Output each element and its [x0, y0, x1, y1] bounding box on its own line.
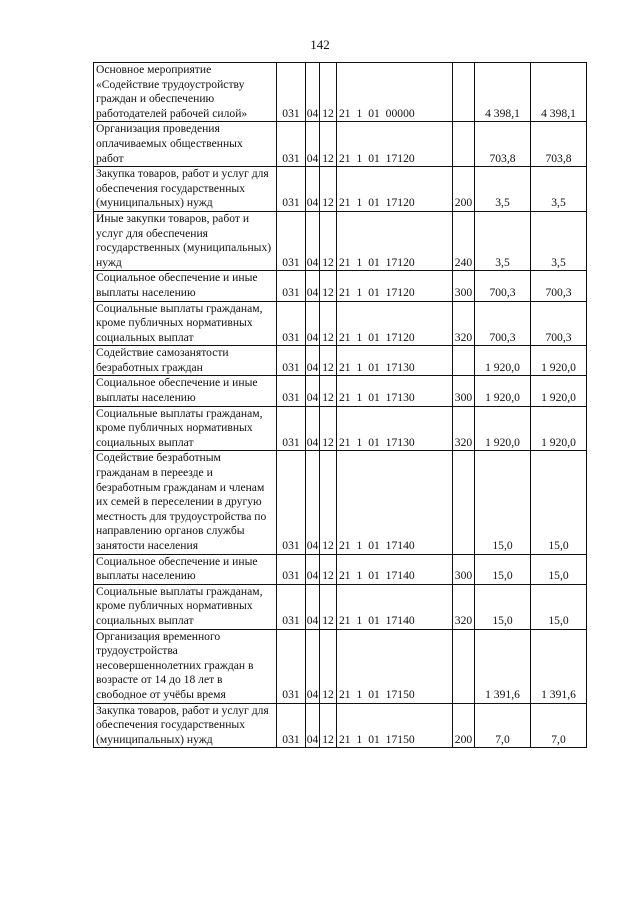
row-grbs-code: 031 — [277, 63, 306, 122]
table-row — [94, 211, 587, 270]
row-expense-type-code: 200 — [453, 703, 475, 748]
row-target-article-code: 21 1 01 17150 — [337, 629, 453, 703]
row-amount-year2: 1 391,6 — [531, 629, 587, 703]
row-expense-type-code — [453, 629, 475, 703]
row-subsection-code: 12 — [320, 629, 337, 703]
row-target-article-code: 21 1 01 17130 — [337, 346, 453, 376]
row-name: Иные закупки товаров, работ и услуг для обеспечения государственных (муниципальных) нужд — [94, 211, 277, 270]
table-row — [94, 346, 587, 376]
row-amount-year2: 7,0 — [531, 703, 587, 748]
row-amount-year2: 4 398,1 — [531, 63, 587, 122]
row-section-code: 04 — [306, 122, 320, 167]
row-expense-type-code: 240 — [453, 211, 475, 270]
row-target-article-code: 21 1 01 17140 — [337, 554, 453, 584]
row-section-code: 04 — [306, 167, 320, 212]
row-target-article-code: 21 1 01 17130 — [337, 406, 453, 451]
row-section-code: 04 — [306, 211, 320, 270]
row-amount-year1: 1 920,0 — [475, 376, 531, 406]
row-grbs-code: 031 — [277, 703, 306, 748]
row-target-article-code: 21 1 01 17120 — [337, 271, 453, 301]
table-row — [94, 629, 587, 703]
row-amount-year1: 700,3 — [475, 301, 531, 346]
row-target-article-code: 21 1 01 17120 — [337, 211, 453, 270]
row-name: Социальные выплаты гражданам, кроме публичных нормативных социальных выплат — [94, 301, 277, 346]
row-amount-year2: 15,0 — [531, 554, 587, 584]
table-row — [94, 406, 587, 451]
row-subsection-code: 12 — [320, 554, 337, 584]
row-target-article-code: 21 1 01 17150 — [337, 703, 453, 748]
row-amount-year2: 3,5 — [531, 167, 587, 212]
row-subsection-code: 12 — [320, 211, 337, 270]
row-grbs-code: 031 — [277, 629, 306, 703]
row-amount-year1: 15,0 — [475, 554, 531, 584]
row-section-code: 04 — [306, 63, 320, 122]
row-name: Закупка товаров, работ и услуг для обеспечения государственных (муниципальных) нужд — [94, 167, 277, 212]
row-amount-year1: 1 920,0 — [475, 346, 531, 376]
row-name: Содействие безработным гражданам в переезде и безработным гражданам и членам их семей в переселении в другую местность для трудоустройства по направлению органов службы занятости населения — [94, 451, 277, 554]
row-target-article-code: 21 1 01 17120 — [337, 167, 453, 212]
row-grbs-code: 031 — [277, 271, 306, 301]
row-subsection-code: 12 — [320, 451, 337, 554]
table-row — [94, 451, 587, 554]
row-section-code: 04 — [306, 406, 320, 451]
row-amount-year2: 700,3 — [531, 271, 587, 301]
row-subsection-code: 12 — [320, 301, 337, 346]
table-row — [94, 301, 587, 346]
row-name: Социальное обеспечение и иные выплаты населению — [94, 376, 277, 406]
row-name: Социальные выплаты гражданам, кроме публичных нормативных социальных выплат — [94, 406, 277, 451]
table-row — [94, 63, 587, 122]
row-amount-year1: 1 920,0 — [475, 406, 531, 451]
row-grbs-code: 031 — [277, 211, 306, 270]
row-amount-year1: 700,3 — [475, 271, 531, 301]
row-amount-year2: 15,0 — [531, 451, 587, 554]
row-expense-type-code: 320 — [453, 301, 475, 346]
row-section-code: 04 — [306, 703, 320, 748]
row-amount-year2: 1 920,0 — [531, 406, 587, 451]
row-name: Социальные выплаты гражданам, кроме публичных нормативных социальных выплат — [94, 584, 277, 629]
budget-table — [93, 62, 587, 748]
row-subsection-code: 12 — [320, 63, 337, 122]
row-section-code: 04 — [306, 629, 320, 703]
row-section-code: 04 — [306, 301, 320, 346]
row-expense-type-code: 320 — [453, 406, 475, 451]
row-expense-type-code — [453, 122, 475, 167]
row-expense-type-code — [453, 63, 475, 122]
table-row — [94, 703, 587, 748]
row-target-article-code: 21 1 01 17140 — [337, 451, 453, 554]
row-grbs-code: 031 — [277, 451, 306, 554]
row-amount-year1: 15,0 — [475, 584, 531, 629]
table-row — [94, 271, 587, 301]
row-expense-type-code: 320 — [453, 584, 475, 629]
row-expense-type-code — [453, 451, 475, 554]
row-expense-type-code: 200 — [453, 167, 475, 212]
row-target-article-code: 21 1 01 17120 — [337, 122, 453, 167]
row-target-article-code: 21 1 01 17140 — [337, 584, 453, 629]
row-name: Социальное обеспечение и иные выплаты населению — [94, 554, 277, 584]
row-grbs-code: 031 — [277, 554, 306, 584]
row-section-code: 04 — [306, 271, 320, 301]
row-subsection-code: 12 — [320, 271, 337, 301]
row-name: Организация временного трудоустройства несовершеннолетних граждан в возрасте от 14 до 18 лет в свободное от учёбы время — [94, 629, 277, 703]
row-amount-year1: 1 391,6 — [475, 629, 531, 703]
row-subsection-code: 12 — [320, 167, 337, 212]
row-target-article-code: 21 1 01 00000 — [337, 63, 453, 122]
row-expense-type-code: 300 — [453, 271, 475, 301]
row-grbs-code: 031 — [277, 346, 306, 376]
row-amount-year2: 15,0 — [531, 584, 587, 629]
table-row — [94, 554, 587, 584]
row-section-code: 04 — [306, 346, 320, 376]
page-number: 142 — [310, 37, 330, 52]
row-target-article-code: 21 1 01 17120 — [337, 301, 453, 346]
table-row — [94, 167, 587, 212]
row-name: Закупка товаров, работ и услуг для обеспечения государственных (муниципальных) нужд — [94, 703, 277, 748]
row-grbs-code: 031 — [277, 406, 306, 451]
row-expense-type-code — [453, 346, 475, 376]
row-section-code: 04 — [306, 376, 320, 406]
row-grbs-code: 031 — [277, 376, 306, 406]
row-amount-year1: 3,5 — [475, 211, 531, 270]
row-subsection-code: 12 — [320, 703, 337, 748]
row-amount-year2: 703,8 — [531, 122, 587, 167]
row-amount-year1: 7,0 — [475, 703, 531, 748]
row-amount-year2: 1 920,0 — [531, 376, 587, 406]
row-amount-year2: 3,5 — [531, 211, 587, 270]
row-subsection-code: 12 — [320, 376, 337, 406]
row-section-code: 04 — [306, 584, 320, 629]
row-subsection-code: 12 — [320, 406, 337, 451]
row-grbs-code: 031 — [277, 167, 306, 212]
row-subsection-code: 12 — [320, 346, 337, 376]
row-grbs-code: 031 — [277, 301, 306, 346]
row-amount-year1: 4 398,1 — [475, 63, 531, 122]
row-amount-year2: 1 920,0 — [531, 346, 587, 376]
row-name: Социальное обеспечение и иные выплаты населению — [94, 271, 277, 301]
table-row — [94, 376, 587, 406]
table-row — [94, 122, 587, 167]
table-row — [94, 584, 587, 629]
row-subsection-code: 12 — [320, 584, 337, 629]
row-amount-year1: 3,5 — [475, 167, 531, 212]
row-expense-type-code: 300 — [453, 554, 475, 584]
row-section-code: 04 — [306, 451, 320, 554]
row-name: Основное мероприятие «Содействие трудоустройству граждан и обеспечению работодателей рабочей силой» — [94, 63, 277, 122]
row-amount-year1: 15,0 — [475, 451, 531, 554]
row-target-article-code: 21 1 01 17130 — [337, 376, 453, 406]
row-grbs-code: 031 — [277, 584, 306, 629]
table-body — [94, 63, 587, 748]
row-section-code: 04 — [306, 554, 320, 584]
row-name: Организация проведения оплачиваемых общественных работ — [94, 122, 277, 167]
row-subsection-code: 12 — [320, 122, 337, 167]
row-grbs-code: 031 — [277, 122, 306, 167]
row-amount-year1: 703,8 — [475, 122, 531, 167]
row-amount-year2: 700,3 — [531, 301, 587, 346]
row-name: Содействие самозанятости безработных граждан — [94, 346, 277, 376]
row-expense-type-code: 300 — [453, 376, 475, 406]
